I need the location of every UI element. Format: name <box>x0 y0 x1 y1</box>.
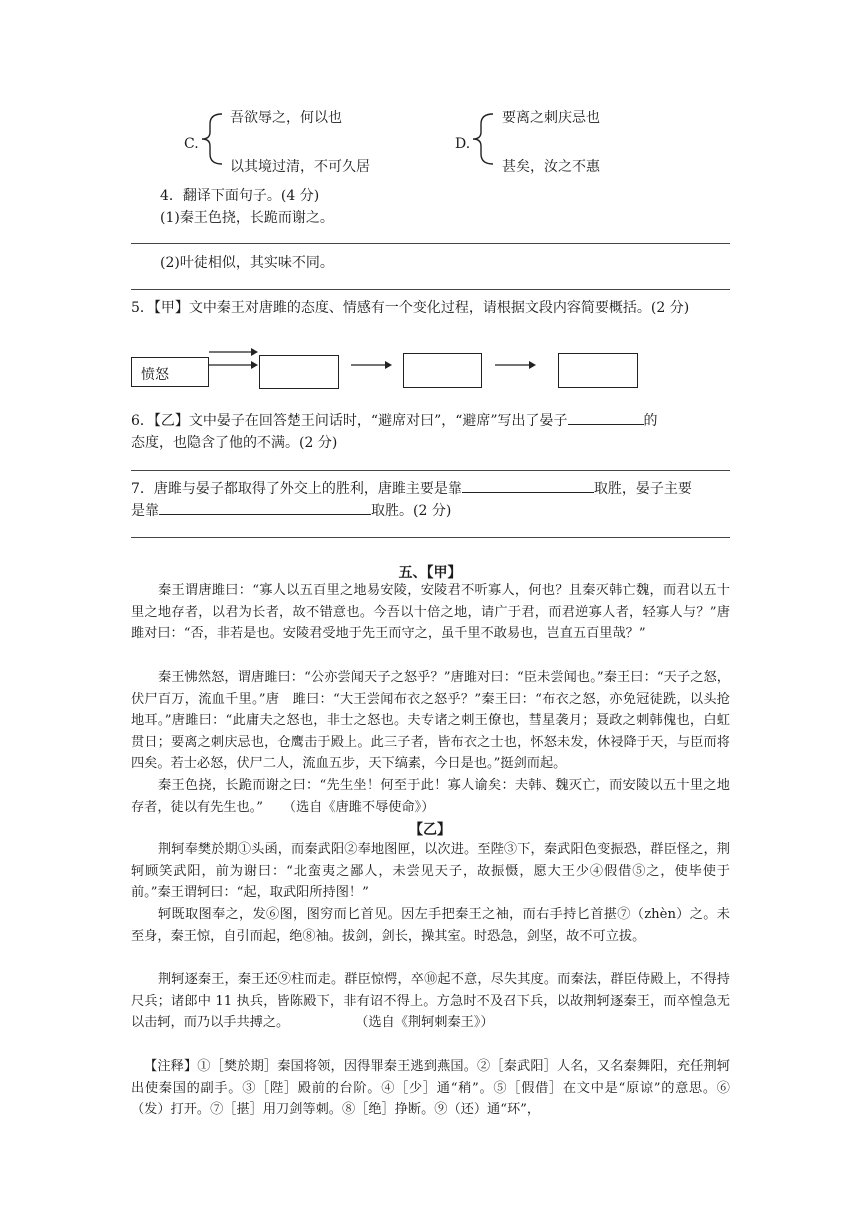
q4-sentence-2: (2)叶徒相似，其实味不同。 <box>160 255 334 271</box>
q6-line-1 <box>131 410 658 430</box>
q7-line-1 <box>131 478 692 498</box>
answer-line <box>131 243 730 244</box>
section-heading-jia: 五、【甲】 <box>398 565 462 581</box>
option-d-top: 要离之刺庆忌也 <box>502 110 600 126</box>
yi-source: （选自《荆轲刺秦王》） <box>361 1015 494 1030</box>
answer-line <box>131 289 730 290</box>
yi-paragraph-2: 轲既取图奉之，发⑥图，图穷而匕首见。因左手把秦王之袖，而右手持匕首揕⑦（zhèn）之。未至身，秦王惊，自引而起，绝⑧袖。拔剑，剑长，操其室。时恐急，剑坚，故不可立拔。 <box>131 907 730 944</box>
notes-paragraph: 【注释】①［樊於期］秦国将领，因得罪秦王逃到燕国。②［秦武阳］人名，又名秦舞阳，充任荆轲出使秦国的副手。③［陛］殿前的台阶。④［少］通“稍”。⑤［假借］在文中是“原谅”的意思。⑥（发）打开。⑦［揕］用刀剑等刺。⑧［绝］挣断。⑨（还）通“环”， <box>131 1059 730 1117</box>
q6-line-2: 态度，也隐含了他的不满。(2 分) <box>131 435 338 451</box>
q6-text-a: 6．【乙】文中晏子在回答楚王问话时，“避席对曰”，“避席”写出了晏子 <box>131 413 568 429</box>
answer-line <box>131 537 730 538</box>
option-d-label: D. <box>455 136 471 152</box>
option-c-bottom: 以其境过清，不可久居 <box>230 159 370 175</box>
q6-blank[interactable] <box>568 410 644 425</box>
flow-box-1 <box>131 357 209 387</box>
yi-paragraph-1: 荆轲奉樊於期①头函，而秦武阳②奉地图匣，以次进。至陛③下，秦武阳色变振恐，群臣怪之，荆轲顾笑武阳，前为谢曰：“北蛮夷之鄙人，未尝见天子，故振慑，愿大王少④假借⑤之，使毕使于前。”秦王谓轲曰：“起，取武阳所持图！” <box>131 842 730 900</box>
q7-text-d: 取胜。(2 分) <box>371 503 452 519</box>
jia-paragraph-3-text: 秦王色挠，长跪而谢之曰：“先生坐！何至于此！寡人谕矣：夫韩、魏灭亡，而安陵以五十里之地存者，徒以有先生也。” <box>131 778 730 815</box>
yi-paragraph-3-text: 荆轲逐秦王，秦王还⑨柱而走。群臣惊愕，卒⑩起不意，尽失其度。而秦法，群臣侍殿上，不得持尺兵；诸郎中 11 执兵，皆陈殿下，非有诏不得上。方急时不及召下兵，以故荆轲逐秦王，而卒惶急无以击轲，而乃以手共搏之。 <box>131 972 730 1030</box>
q7-blank-1[interactable] <box>462 478 594 493</box>
jia-paragraph-2: 秦王怫然怒，谓唐雎曰：“公亦尝闻天子之怒乎？”唐雎对曰：“臣未尝闻也。”秦王曰：“天子之怒，伏尸百万，流血千里。”唐 雎曰：“大王尝闻布衣之怒乎？”秦王曰：“布衣之怒，亦免冠徒跣，以头抢地耳。”唐雎曰：“此庸夫之怒也，非士之怒也。夫专诸之刺王僚也，彗星袭月；聂政之刺韩傀也，白虹贯日；要离之刺庆忌也，仓鹰击于殿上。此三子者，皆布衣之士也，怀怒未发，休祲降于天，与臣而将四矣。若士必怒，伏尸二人，流血五步，天下缟素，今日是也。”挺剑而起。 <box>131 670 730 771</box>
q6-text-b: 的 <box>643 413 658 429</box>
q7-text-a: 7．唐雎与晏子都取得了外交上的胜利，唐雎主要是靠 <box>131 481 462 497</box>
q4-sentence-1: (1)秦王色挠，长跪而谢之。 <box>160 210 334 226</box>
flow-box-1-label: 愤怒 <box>141 367 169 383</box>
brace-c-icon <box>200 110 224 168</box>
q7-text-b: 取胜，晏子主要 <box>593 481 692 497</box>
brace-d-icon <box>471 110 495 168</box>
q5-title: 5．【甲】文中秦王对唐雎的态度、情感有一个变化过程，请根据文段内容简要概括。(2 分) <box>131 300 690 316</box>
option-d-bottom: 甚矣，汝之不惠 <box>502 159 600 175</box>
q7-text-c: 是靠 <box>131 503 159 519</box>
flow-arrows-icon <box>207 346 259 372</box>
jia-paragraph-3 <box>131 775 730 818</box>
arrow-right-icon <box>349 359 393 371</box>
yi-paragraph-3 <box>131 969 730 1034</box>
jia-paragraph-1: 秦王谓唐雎曰：“寡人以五百里之地易安陵，安陵君不听寡人，何也？且秦灭韩亡魏，而君以五十里之地存者，以君为长者，故不错意也。今吾以十倍之地，请广于君，而君逆寡人者，轻寡人与？”唐雎对曰：“否，非若是也。安陵君受地于先王而守之，虽千里不敢易也，岂直五百里哉？” <box>131 583 730 641</box>
jia-source: （选自《唐雎不辱使命》） <box>289 799 435 815</box>
answer-line <box>131 470 730 471</box>
flow-box-3[interactable] <box>403 353 482 388</box>
arrow-right-icon <box>493 359 537 371</box>
section-heading-yi: 【乙】 <box>409 822 451 838</box>
q7-line-2 <box>131 500 451 520</box>
option-c-label: C. <box>184 136 199 152</box>
q4-title: 4．翻译下面句子。(4 分) <box>160 188 320 204</box>
flow-box-2[interactable] <box>259 355 339 389</box>
option-c-top: 吾欲辱之，何以也 <box>230 110 342 126</box>
flow-box-4[interactable] <box>558 353 638 388</box>
q7-blank-2[interactable] <box>159 500 371 515</box>
